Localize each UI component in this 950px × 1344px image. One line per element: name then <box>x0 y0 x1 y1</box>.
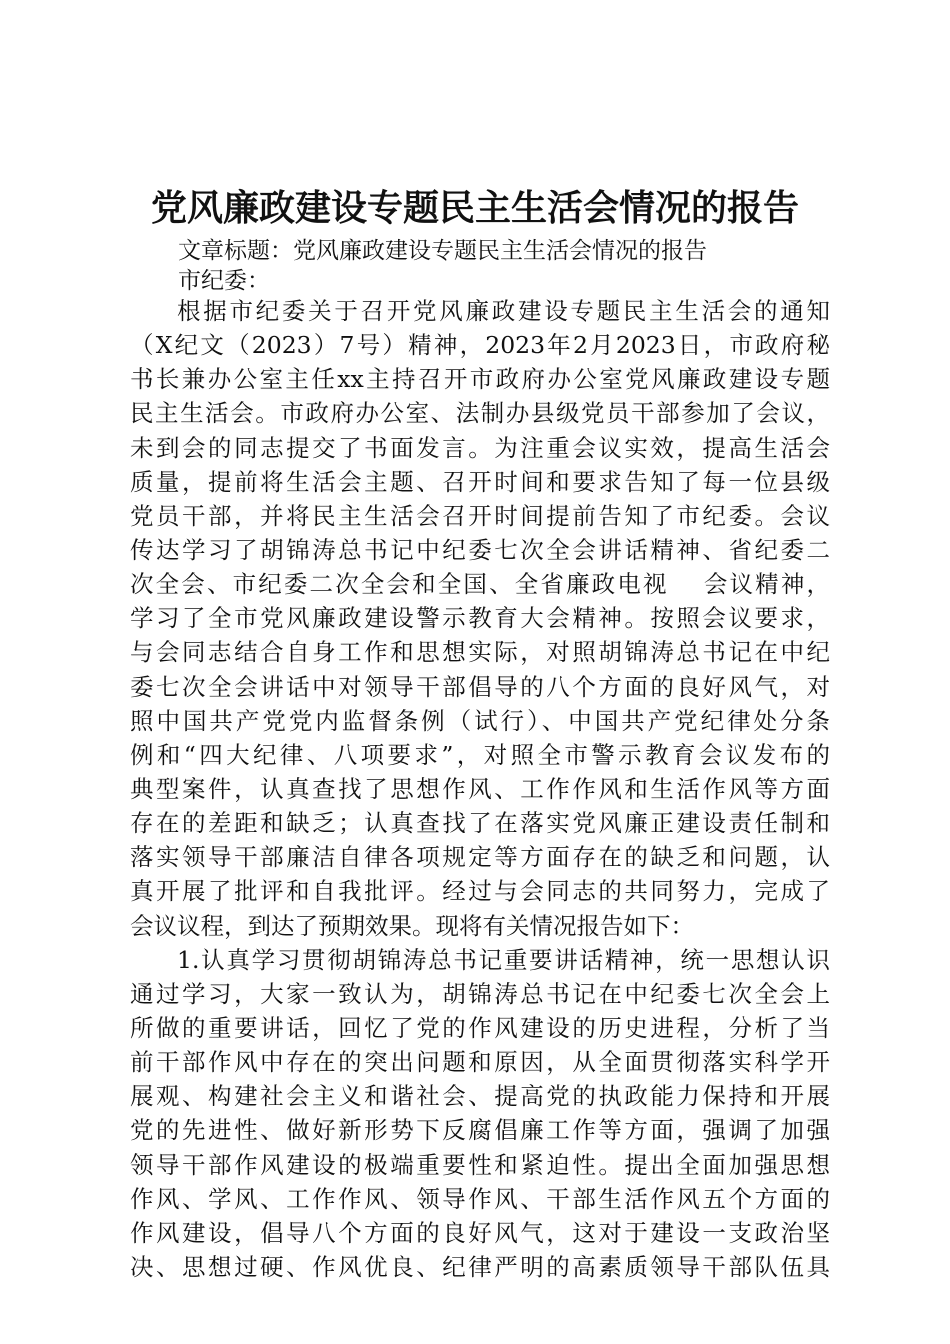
document-title: 党风廉政建设专题民主生活会情况的报告 <box>150 187 799 229</box>
text-line: 展观、构建社会主义和谐社会、提高党的执政能力保持和开展 <box>130 1082 830 1111</box>
paragraph-2 <box>130 943 830 1284</box>
text-line: 质量，提前将生活会主题、召开时间和要求告知了每一位县级 <box>130 467 830 496</box>
text-line: 通过学习，大家一致认为，胡锦涛总书记在中纪委七次全会上 <box>130 979 830 1008</box>
text-line: 书长兼办公室主任xx主持召开市政府办公室党风廉政建设专题 <box>130 365 830 394</box>
text-line: （X纪文（2023）7号）精神，2023年2月2023日，市政府秘 <box>130 331 830 360</box>
text-line: 党员干部，并将民主生活会召开时间提前告知了市纪委。会议 <box>130 501 830 530</box>
text-line: 民主生活会。市政府办公室、法制办县级党员干部参加了会议， <box>130 399 830 428</box>
text-line: 作风建设，倡导八个方面的良好风气，这对于建设一支政治坚 <box>130 1218 830 1247</box>
text-line: 根据市纪委关于召开党风廉政建设专题民主生活会的通知 <box>177 297 830 325</box>
text-line: 领导干部作风建设的极端重要性和紧迫性。提出全面加强思想 <box>130 1150 830 1179</box>
document-body <box>130 294 830 1284</box>
text-line: 会议议程，到达了预期效果。现将有关情况报告如下： <box>130 911 694 940</box>
text-line: 未到会的同志提交了书面发言。为注重会议实效，提高生活会 <box>130 433 830 462</box>
text-line: 所做的重要讲话，回忆了党的作风建设的历史进程，分析了当 <box>130 1013 830 1042</box>
text-line: 真开展了批评和自我批评。经过与会同志的共同努力，完成了 <box>130 877 830 906</box>
article-title-line: 文章标题：党风廉政建设专题民主生活会情况的报告 <box>178 238 707 264</box>
text-line: 落实领导干部廉洁自律各项规定等方面存在的缺乏和问题，认 <box>130 843 830 872</box>
text-line: 与会同志结合自身工作和思想实际，对照胡锦涛总书记在中纪 <box>130 638 830 667</box>
text-line: 作风、学风、工作作风、领导作风、干部生活作风五个方面的 <box>130 1184 830 1213</box>
text-line: 次全会、市纪委二次全会和全国、全省廉政电视 会议精神， <box>130 570 830 599</box>
text-line: 前干部作风中存在的突出问题和原因，从全面贯彻落实科学开 <box>130 1048 830 1077</box>
text-line: 典型案件，认真查找了思想作风、工作作风和生活作风等方面 <box>130 774 830 803</box>
text-line: 照中国共产党党内监督条例（试行）、中国共产党纪律处分条 <box>130 706 830 735</box>
addressee: 市纪委： <box>178 268 270 294</box>
text-line: 例和“四大纪律、八项要求”，对照全市警示教育会议发布的 <box>130 740 830 769</box>
text-line: 学习了全市党风廉政建设警示教育大会精神。按照会议要求， <box>130 604 830 633</box>
text-line: 决、思想过硬、作风优良、纪律严明的高素质领导干部队伍具 <box>130 1252 830 1281</box>
section-heading-line: 1.认真学习贯彻胡锦涛总书记重要讲话精神，统一思想认识 <box>177 945 830 974</box>
paragraph-1 <box>130 294 830 943</box>
text-line: 存在的差距和缺乏；认真查找了在落实党风廉正建设责任制和 <box>130 809 830 838</box>
text-line: 党的先进性、做好新形势下反腐倡廉工作等方面，强调了加强 <box>130 1116 830 1145</box>
text-line: 委七次全会讲话中对领导干部倡导的八个方面的良好风气，对 <box>130 672 830 701</box>
text-line: 传达学习了胡锦涛总书记中纪委七次全会讲话精神、省纪委二 <box>130 535 830 564</box>
